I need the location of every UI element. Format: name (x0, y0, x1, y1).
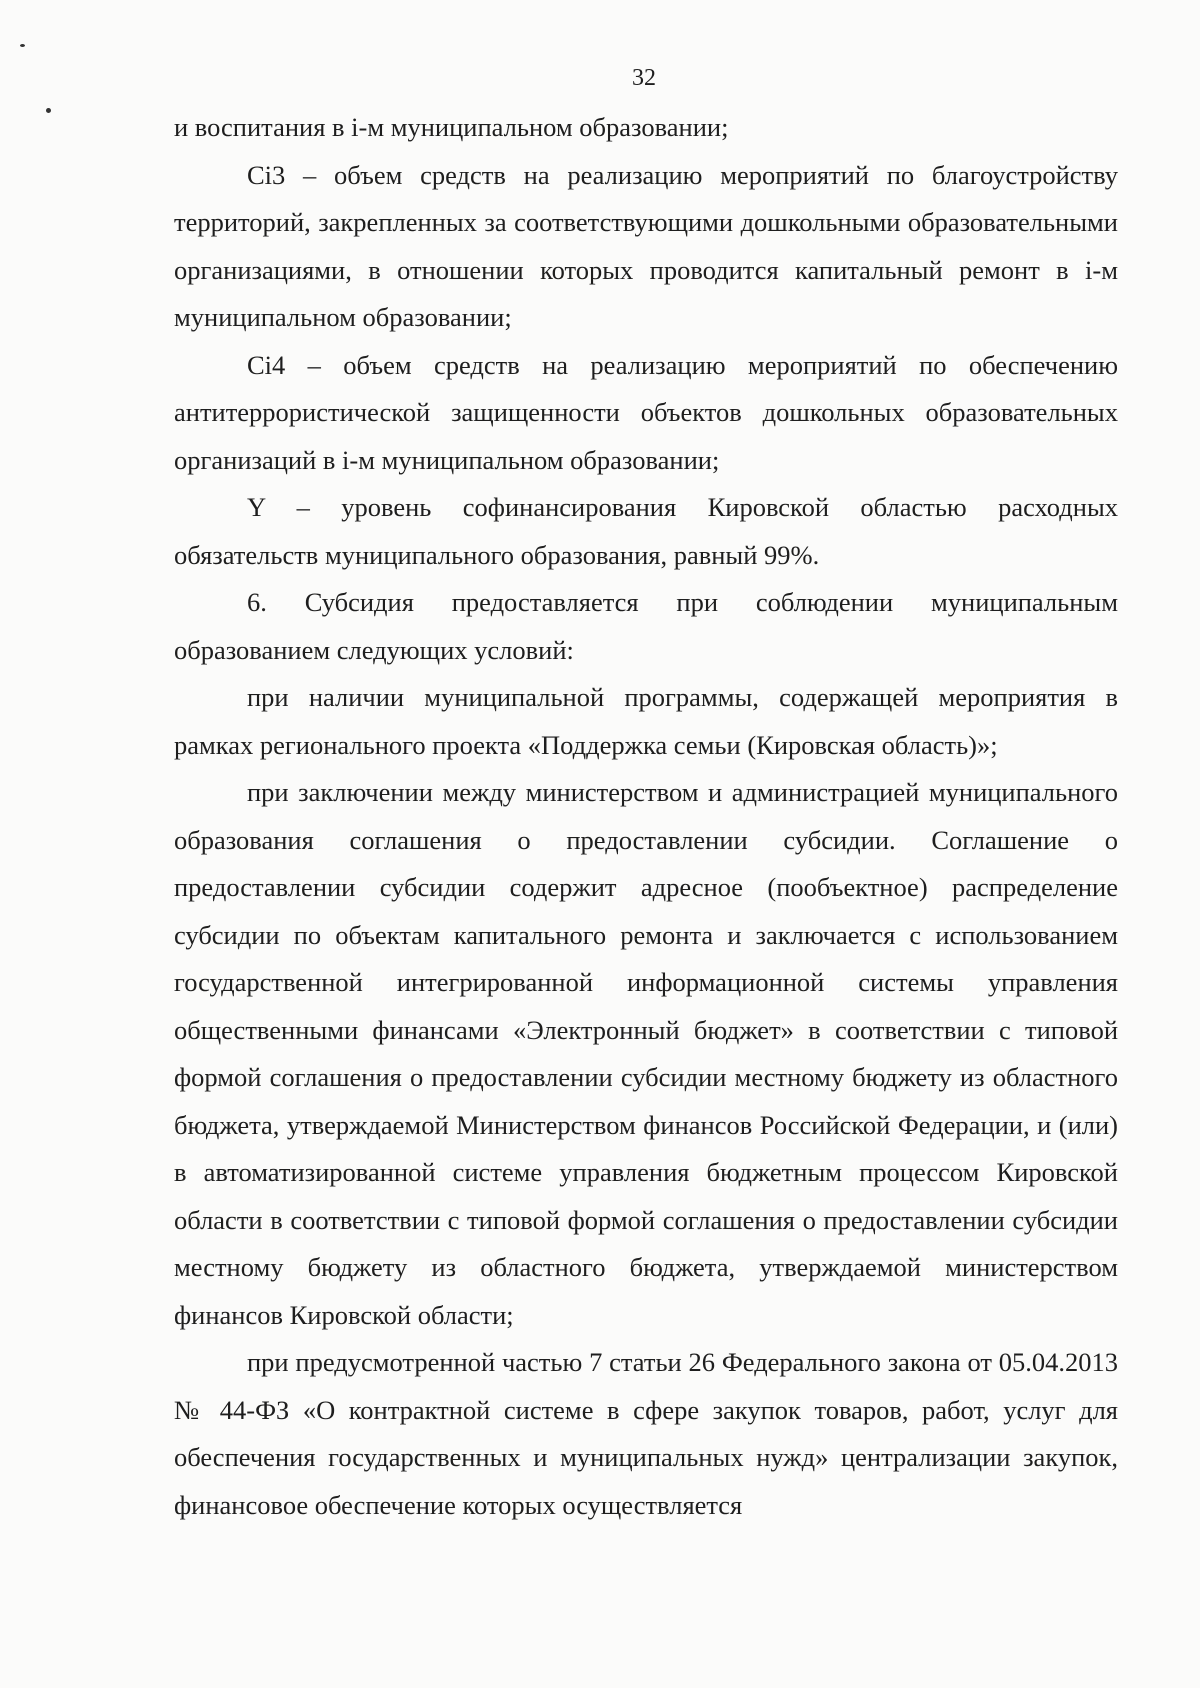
scan-speck (20, 44, 25, 47)
paragraph: Ci4 – объем средств на реализацию мероприятий по обеспечению антитеррористической защищенности объектов дошкольных образовательных организаций в i-м муниципальном образовании; (174, 349, 1118, 475)
paragraph: Y – уровень софинансирования Кировской областью расходных обязательств муниципального образования, равный 99%. (174, 492, 1118, 570)
paragraph: при заключении между министерством и администрацией муниципального образования соглашения о предоставлении субсидии. Соглашение о предоставлении субсидии содержит адресное (пообъектное) распределение субсидии по объектам капитального ремонта и заключается с использованием государственной интегрированной информационной системы управления общественными финансами «Электронный бюджет» в соответствии с типовой формой соглашения о предоставлении субсидии местному бюджету из областного бюджета, утверждаемой Министерством финансов Российской Федерации, и (или) в автоматизированной системе управления бюджетным процессом Кировской области в соответствии с типовой формой соглашения о предоставлении субсидии местному бюджету из областного бюджета, утверждаемой министерством финансов Кировской области; (174, 777, 1118, 1330)
scan-speck (46, 108, 51, 113)
paragraph: Ci3 – объем средств на реализацию мероприятий по благоустройству территорий, закрепленных за соответствующими дошкольными образовательными организациями, в отношении которых проводится капитальный ремонт в i-м муниципальном образовании; (174, 159, 1118, 332)
paragraph: при наличии муниципальной программы, содержащей мероприятия в рамках регионального проекта «Поддержка семьи (Кировская область)»; (174, 682, 1118, 760)
paragraph: 6. Субсидия предоставляется при соблюдении муниципальным образованием следующих условий: (174, 587, 1118, 665)
paragraph: при предусмотренной частью 7 статьи 26 Федерального закона от 05.04.2013 № 44-ФЗ «О контрактной системе в сфере закупок товаров, работ, услуг для обеспечения государственных и муниципальных нужд» централизации закупок, финансовое обеспечение которых осуществляется (174, 1347, 1118, 1520)
page-number: 32 (632, 65, 656, 91)
body-text (174, 104, 1118, 1529)
paragraph: и воспитания в i-м муниципальном образовании; (174, 112, 729, 142)
